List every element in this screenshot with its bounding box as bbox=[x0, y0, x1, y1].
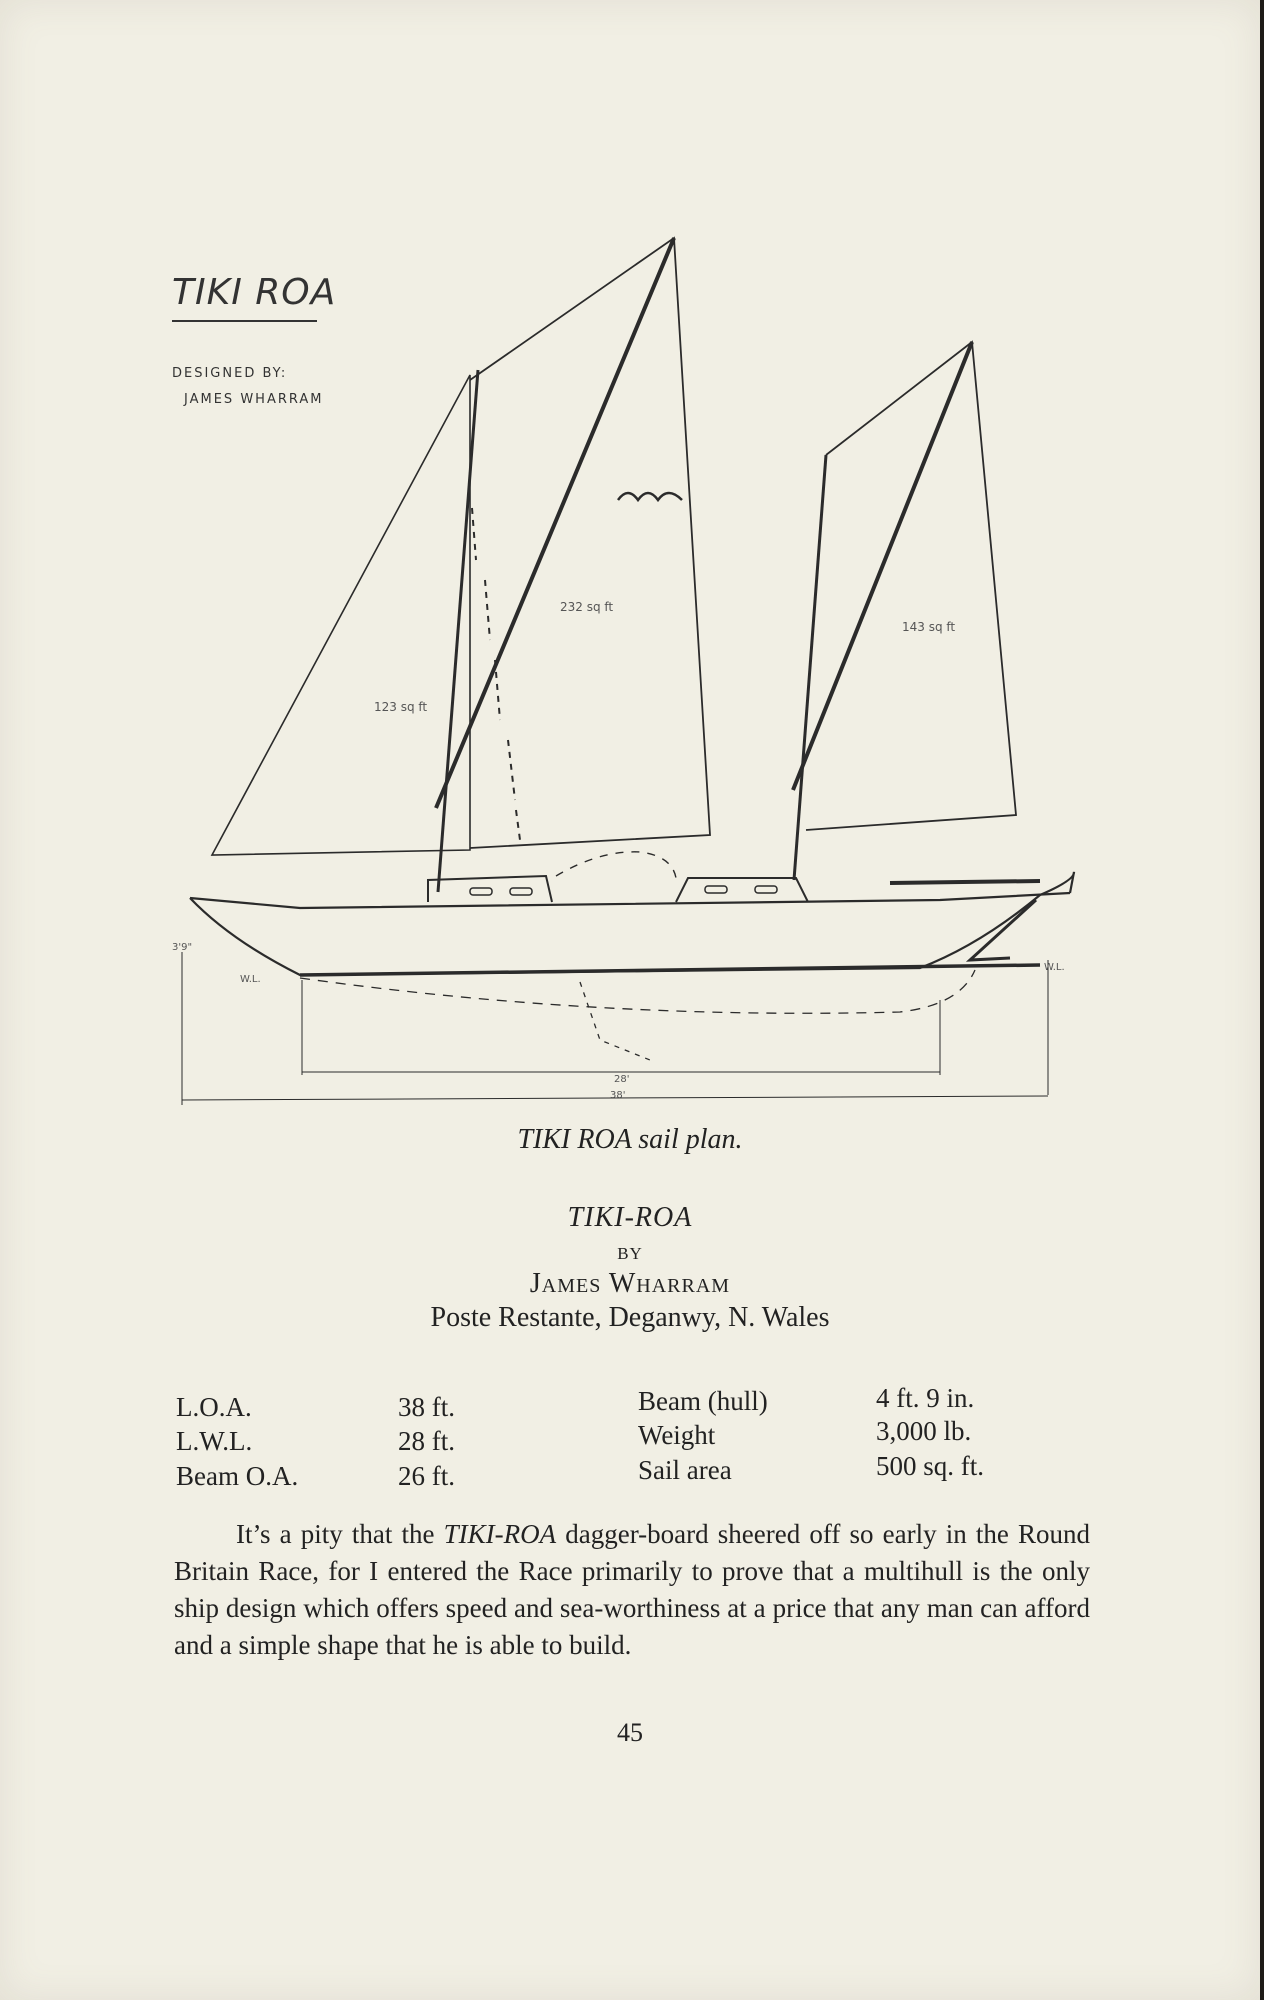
plan-designer-name: JAMES WHARRAM bbox=[184, 392, 324, 407]
waterline bbox=[300, 965, 1040, 975]
mainsail-area-label: 143 sq ft bbox=[902, 620, 956, 634]
waterline-label-left: W.L. bbox=[240, 974, 261, 985]
spec-label: Beam (hull) bbox=[638, 1386, 768, 1416]
spec-value: 28 ft. bbox=[398, 1426, 455, 1456]
spec-value: 500 sq. ft. bbox=[876, 1451, 984, 1481]
page-number: 45 bbox=[617, 1718, 643, 1747]
mainmast bbox=[794, 455, 826, 880]
spec-label: Weight bbox=[638, 1420, 716, 1450]
foresail-area-label: 232 sq ft bbox=[560, 600, 614, 614]
jib-area-label: 123 sq ft bbox=[374, 700, 428, 714]
boat-name: TIKI-ROA bbox=[567, 1202, 693, 1233]
waterline-label-right: W.L. bbox=[1044, 962, 1065, 973]
loa-dimension-label: 38' bbox=[610, 1090, 626, 1101]
foremast bbox=[438, 370, 478, 892]
spec-value: 38 ft. bbox=[398, 1392, 455, 1422]
sail-insignia bbox=[618, 493, 682, 500]
deck-line bbox=[190, 893, 1070, 908]
designer-credit: James Wharram bbox=[529, 1268, 731, 1299]
body-text-boat-name: TIKI-ROA bbox=[443, 1519, 557, 1549]
main-gaff bbox=[793, 342, 972, 790]
figure-caption: TIKI ROA sail plan. bbox=[517, 1124, 743, 1155]
spec-value: 26 ft. bbox=[398, 1461, 455, 1491]
spec-label: L.W.L. bbox=[176, 1426, 253, 1456]
body-text-start: It’s a pity that the bbox=[236, 1519, 444, 1549]
body-text-rest: dagger-board sheered off so early in the Round Britain Race, for I entered the Race primarily to prove that a multihull is the only ship design which offers speed and sea-worthiness at a price that any man can afford and a simple shape that he is able to build. bbox=[174, 1519, 1090, 1660]
fore-cabin bbox=[428, 876, 552, 902]
spec-label: Sail area bbox=[638, 1455, 732, 1485]
jib-sail bbox=[212, 375, 470, 855]
rudder bbox=[970, 900, 1036, 960]
body-paragraph bbox=[174, 1516, 1090, 1664]
spec-value: 3,000 lb. bbox=[876, 1416, 972, 1446]
spec-value: 4 ft. 9 in. bbox=[876, 1383, 975, 1413]
plan-title: TIKI ROA bbox=[172, 272, 337, 313]
daggerboard bbox=[580, 982, 650, 1060]
foresail bbox=[470, 238, 710, 848]
lwl-dimension-label: 28' bbox=[614, 1074, 630, 1085]
by-label: BY bbox=[617, 1244, 643, 1263]
aft-cabin bbox=[676, 878, 808, 902]
page-edge bbox=[1260, 0, 1264, 2000]
designed-by-label: DESIGNED BY: bbox=[172, 366, 288, 381]
spec-label: L.O.A. bbox=[176, 1392, 252, 1422]
spec-label: Beam O.A. bbox=[176, 1461, 299, 1491]
fore-gaff bbox=[436, 238, 674, 808]
underwater-profile bbox=[300, 970, 975, 1013]
height-dimension-label: 3'9" bbox=[172, 942, 193, 953]
mainsail bbox=[806, 342, 1016, 830]
designer-address: Poste Restante, Deganwy, N. Wales bbox=[430, 1302, 830, 1333]
